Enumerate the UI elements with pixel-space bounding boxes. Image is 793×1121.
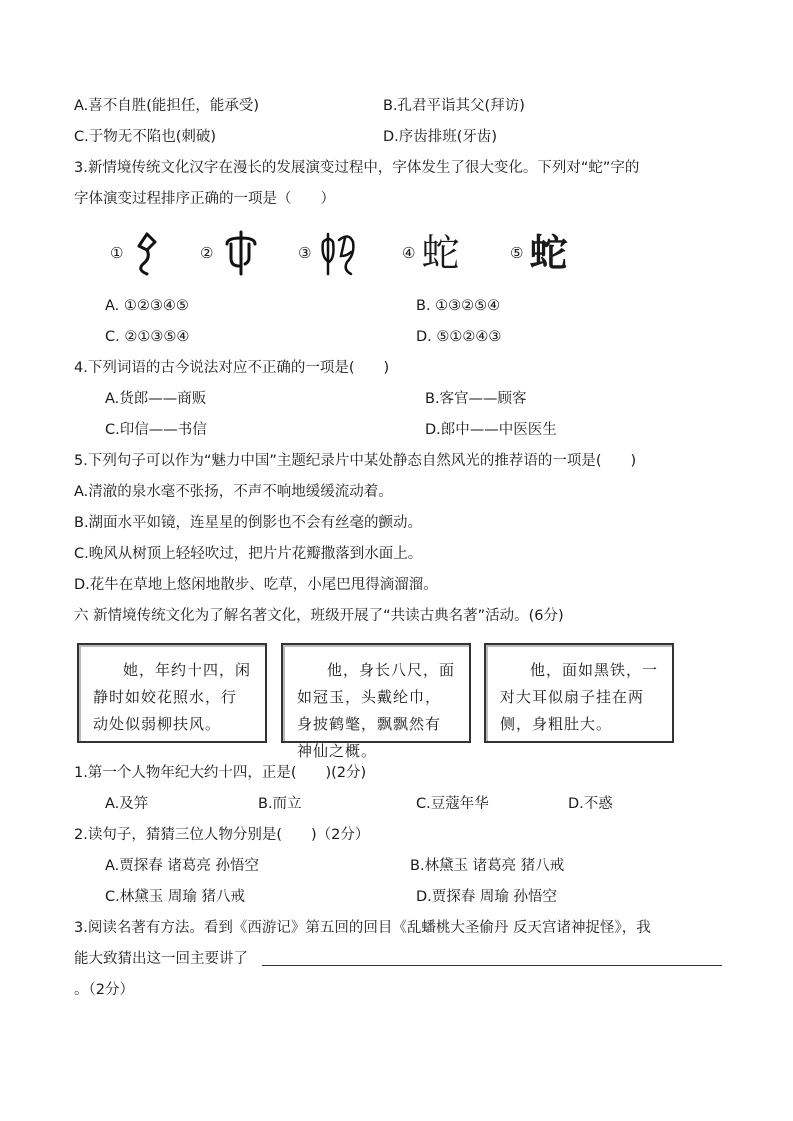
q3-option-c: C. ②①③⑤④ [105,329,190,345]
s6-q2-option-b: B.林黛玉 诸葛亮 猪八戒 [410,858,565,874]
s6-q3-line2: 能大致猜出这一回主要讲了 [74,951,248,967]
q3-option-b: B. ①③②⑤④ [416,298,501,314]
q4-option-b: B.客官——顾客 [425,391,527,407]
glyph-5 [510,228,567,278]
glyph-1-number: ① [110,244,124,262]
glyph-3 [298,228,361,278]
glyph-4-char: 蛇 [421,231,460,275]
s6-q1-stem: 1.第一个人物年纪大约十四，正是( )(2分) [74,765,367,781]
q5-option-d: D.花牛在草地上悠闲地散步、吃草，小尾巴甩得滴溜溜。 [74,577,438,593]
q4-option-c: C.印信——书信 [105,422,207,438]
glyph-2-number: ② [200,244,214,262]
s6-q2-option-d: D.贾探春 周瑜 孙悟空 [416,889,557,905]
oracle-bone-snake-icon [129,228,165,278]
snake-glyph-evolution [110,228,610,278]
glyph-5-char: 蛇 [529,230,568,275]
s6-q1-option-b: B.而立 [258,796,302,812]
q4-option-a: A.货郎——商贩 [105,391,207,407]
q2-option-c: C.于物无不陷也(刺破) [74,129,217,145]
s6-q2-stem: 2.读句子，猜猜三位人物分别是( )（2分） [74,827,370,843]
q3-stem-line2: 字体演变过程排序正确的一项是（ ） [74,191,335,207]
q2-option-a: A.喜不自胜(能担任，能承受) [74,98,260,114]
q5-option-c: C.晚风从树顶上轻轻吹过，把片片花瓣撒落到水面上。 [74,546,423,562]
character-card-2 [281,643,471,760]
glyph-4-number: ④ [402,244,416,262]
q5-stem: 5.下列句子可以作为“魅力中国”主题纪录片中某处静态自然风光的推荐语的一项是( ) [74,453,637,469]
s6-q3-line3: 。（2分） [74,982,134,998]
q3-option-a: A. ①②③④⑤ [105,298,189,314]
glyph-2 [200,228,263,278]
s6-q2-option-c: C.林黛玉 周瑜 猪八戒 [105,889,245,905]
q4-option-d: D.郎中——中医医生 [425,422,557,438]
answer-blank-line[interactable] [262,965,722,966]
glyph-4 [402,228,459,278]
seal-script-snake-icon [317,228,361,278]
character-card-2-text: 他，身长八尺，面如冠玉，头戴纶巾，身披鹤氅，飘飘然有神仙之概。 [297,661,456,760]
q3-option-d: D. ⑤①②④③ [416,329,502,345]
character-card-1 [77,643,267,743]
s6-q3-line1: 3.阅读名著有方法。看到《西游记》第五回的回目《乱蟠桃大圣偷丹 反天宫诸神捉怪》，我 [74,920,651,936]
section6-heading: 六 新情境传统文化为了解名著文化，班级开展了“共读古典名著”活动。(6分) [74,608,564,624]
character-card-1-text: 她，年约十四，闲静时如姣花照水，行动处似弱柳扶风。 [93,661,252,733]
s6-q2-option-a: A.贾探春 诸葛亮 孙悟空 [105,858,259,874]
character-card-3-text: 他，面如黑铁，一对大耳似扇子挂在两侧，身粗肚大。 [500,661,659,733]
q5-option-b: B.湖面水平如镜，连星星的倒影也不会有丝毫的颤动。 [74,515,423,531]
glyph-1 [110,228,165,278]
glyph-3-number: ③ [298,244,312,262]
s6-q1-option-a: A.及笄 [105,796,149,812]
q4-stem: 4.下列词语的古今说法对应不正确的一项是( ) [74,360,390,376]
s6-q1-option-c: C.豆蔻年华 [416,796,489,812]
s6-q1-option-d: D.不惑 [568,796,613,812]
bronze-snake-icon [219,228,263,278]
character-card-3 [484,643,674,743]
q2-option-d: D.序齿排班(牙齿) [383,129,498,145]
q2-option-b: B.孔君平诣其父(拜访) [383,98,525,114]
q3-stem-line1: 3.新情境传统文化汉字在漫长的发展演变过程中，字体发生了很大变化。下列对“蛇”字的 [74,160,640,176]
q5-option-a: A.清澈的泉水毫不张扬，不声不响地缓缓流动着。 [74,484,393,500]
glyph-5-number: ⑤ [510,244,524,262]
